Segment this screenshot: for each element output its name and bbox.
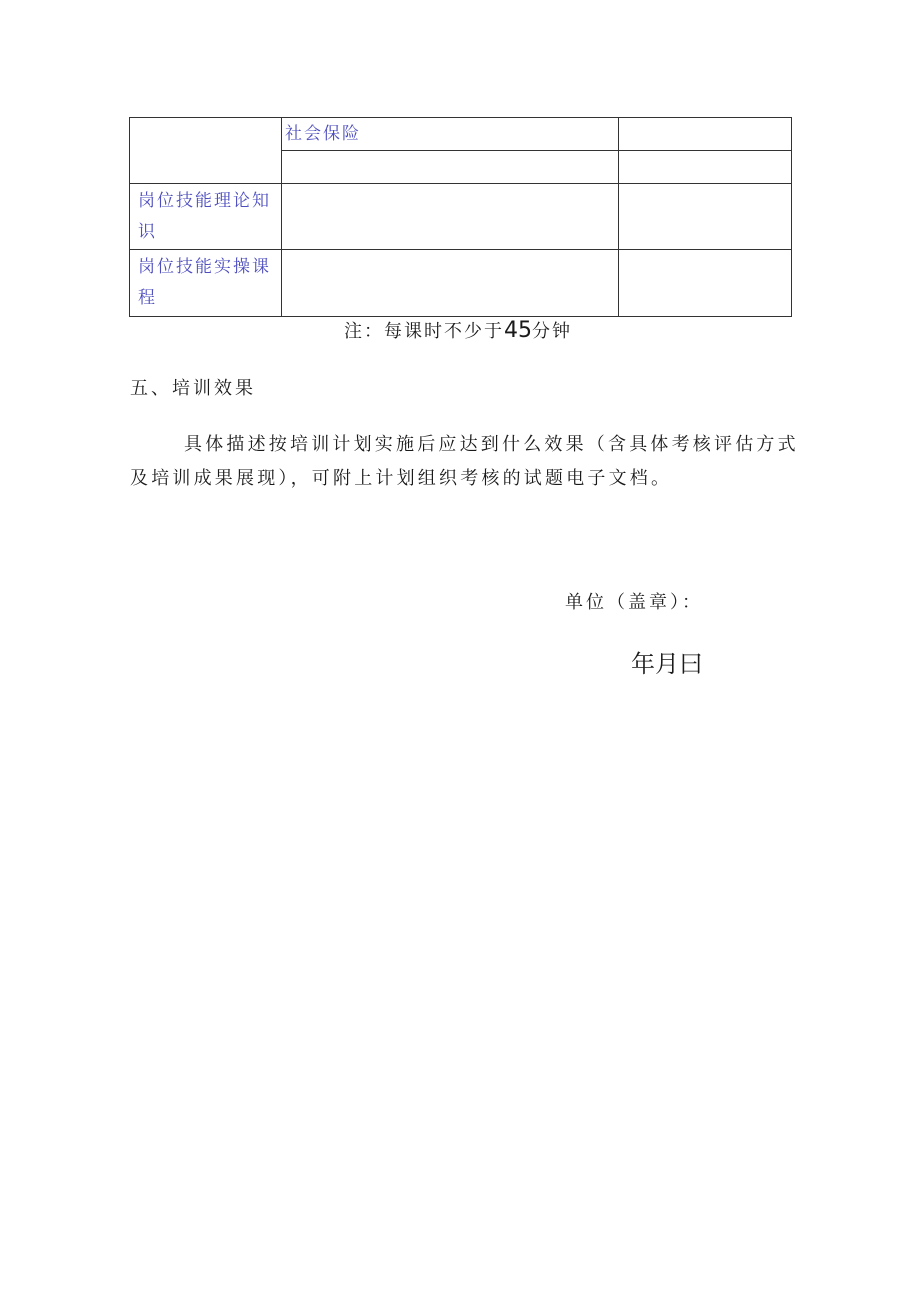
table-cell-empty (282, 250, 619, 317)
table-cell-theory-knowledge (130, 184, 282, 250)
table-cell-social-insurance: 社会保险 (282, 118, 619, 151)
table-cell-practical-course (130, 250, 282, 317)
section-heading: 五、培训效果 (130, 378, 256, 399)
seal-label: 单位（盖章）： (565, 592, 703, 613)
note-number: 45 (504, 318, 532, 343)
theory-knowledge-label: 岗位技能理论知识 (138, 191, 271, 242)
section-paragraph: 具体描述按培训计划实施后应达到什么效果（含具体考核评估方式及培训成果展现），可附上计划组织考核的试题电子文档。 (130, 434, 799, 489)
table-row (130, 118, 792, 151)
date-label: 年月曰 (631, 650, 703, 678)
practical-course-label: 岗位技能实操课程 (138, 257, 271, 308)
table-row (130, 184, 792, 250)
table-cell-empty (282, 184, 619, 250)
training-plan-table (129, 117, 792, 317)
table-cell-empty (619, 184, 792, 250)
table-cell-empty (619, 151, 792, 184)
table-cell-empty (619, 118, 792, 151)
table-cell-empty (619, 250, 792, 317)
note-prefix: 注：每课时不少于 (344, 321, 504, 342)
table-note (344, 317, 572, 343)
note-suffix: 分钟 (532, 321, 572, 342)
table-cell-category (130, 118, 282, 184)
table-row (130, 250, 792, 317)
table-cell-empty (282, 151, 619, 184)
